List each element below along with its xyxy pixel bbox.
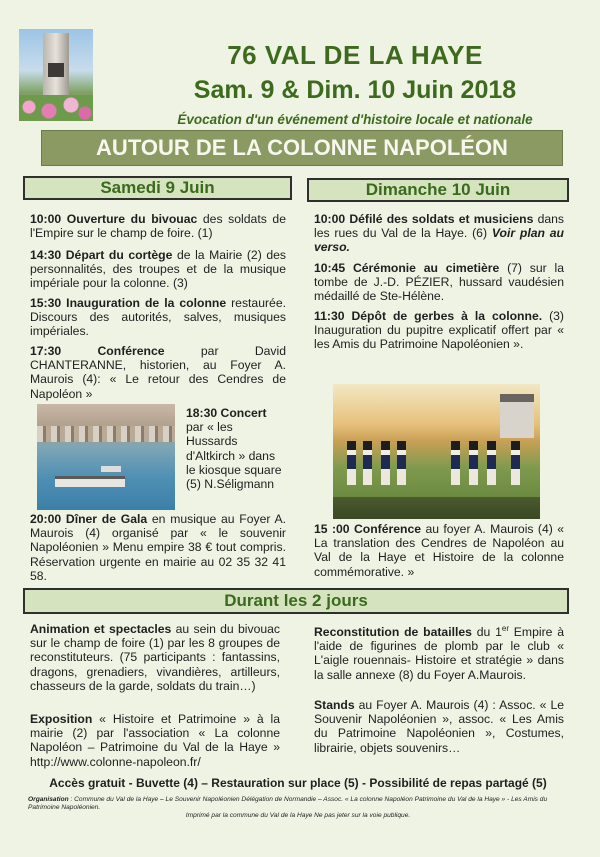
event-sat-1530	[30, 296, 286, 339]
event-head: 17:30 Conférence	[30, 344, 165, 358]
event-text: Empire à l'aide de figurines de plomb par le club « L'aigle rouennais- Histoire et stratégie » dans la salle annexe (8) du Foyer A.Maurois.	[314, 625, 564, 682]
event-dates: Sam. 9 & Dim. 10 Juin 2018	[193, 76, 517, 104]
heading-deux-jours: Durant les 2 jours	[23, 588, 569, 614]
event-head: 20:00 Dîner de Gala	[30, 512, 148, 526]
event-head: 10:00 Ouverture du bivouac	[30, 212, 198, 226]
access-info: Accès gratuit - Buvette (4) – Restauration sur place (5) - Possibilité de repas partagé (5)	[49, 776, 547, 790]
colonne-photo	[19, 29, 93, 121]
event-sat-1430	[30, 248, 286, 291]
soldiers-photo	[333, 384, 540, 519]
reconstitution-block	[314, 622, 564, 682]
event-head: Animation et spectacles	[30, 622, 172, 636]
soldier	[397, 441, 406, 485]
event-sun-1130	[314, 309, 564, 352]
event-head: 15 :00 Conférence	[314, 522, 422, 536]
crowd	[333, 497, 540, 519]
event-sun-1000	[314, 212, 564, 255]
event-sun-1500	[314, 522, 564, 579]
event-sat-1830	[186, 406, 286, 491]
event-head: 11:30 Dépôt de gerbes à la colonne.	[314, 309, 543, 323]
event-note: Voir plan au verso.	[314, 226, 564, 255]
soldier	[469, 441, 478, 485]
event-head: 18:30 Concert	[186, 406, 267, 420]
superscript: er	[501, 624, 509, 633]
event-text: restaurée. Discours des autorités, salves, musiques impériales.	[30, 296, 286, 339]
soldier	[381, 441, 390, 485]
event-text: des soldats de l'Empire sur le champ de foire. (1)	[30, 212, 286, 241]
animation-block	[30, 622, 280, 693]
page-title: 76 VAL DE LA HAYE	[227, 40, 483, 70]
boat-cabin	[101, 466, 121, 472]
event-head: 15:30 Inauguration de la colonne	[30, 296, 227, 310]
town-buildings	[37, 426, 175, 442]
event-text: de la Mairie (2) des personnalités, des troupes et de la musique impériale pour la colonne. (3)	[30, 248, 286, 291]
event-head: 10:00 Défilé des soldats et musiciens	[314, 212, 534, 226]
printed-note: Imprimé par la commune du Val de la Haye Ne pas jeter sur la voie publique.	[185, 812, 411, 820]
event-text: du 1	[471, 625, 502, 640]
house	[500, 394, 534, 438]
event-head: Exposition	[30, 712, 93, 726]
event-text: au Foyer A. Maurois (4) : Assoc. « Le Souvenir Napoléonien », assoc. « Les Amis du Patrimoine Napoléonien », Costumes, librairie, objets souvenirs…	[314, 698, 564, 755]
soldier	[347, 441, 356, 485]
event-text: par « les Hussards d'Altkirch » dans le kiosque square (5) N.Séligmann	[186, 420, 282, 492]
title-banner: AUTOUR DE LA COLONNE NAPOLÉON	[41, 130, 563, 166]
colonne-plaque	[48, 63, 64, 77]
event-text: en musique au Foyer A. Maurois (4) organisé par « le souvenir Napoléonien » Menu empire 38 € tout compris. Réservation urgente en mairie au 02 35 32 41 58.	[30, 512, 286, 583]
event-sat-2000	[30, 512, 286, 583]
soldier	[451, 441, 460, 485]
event-text: (3) Inauguration du pupitre explicatif offert par « les Amis du Patrimoine Napoléonien ».	[314, 309, 564, 352]
event-text: par David CHANTERANNE, historien, au Foyer A. Maurois (4): « Le retour des Cendres de Napoléon »	[30, 344, 287, 401]
event-head: Stands	[314, 698, 355, 712]
organisation-note	[28, 796, 568, 821]
event-head: Reconstitution de batailles	[314, 625, 472, 640]
event-text: au foyer A. Maurois (4) « La translation des Cendres de Napoléon au Val de la Haye et Histoire de la colonne commémorative. »	[314, 522, 564, 579]
event-sat-1730	[30, 344, 286, 401]
event-text: au sein du bivouac sur le champ de foire (1) par les 8 groupes de reconstituteurs. (75 participants : fantassins, dragons, grenadiers, vivandières, artilleurs, chasseurs de la garde, soldats du train…)	[30, 622, 280, 693]
event-text: (7) sur la tombe de J.-D. PÉZIER, hussard vaudésien médaillé de Ste-Hélène.	[314, 261, 564, 304]
heading-dimanche: Dimanche 10 Juin	[307, 178, 569, 202]
event-head: 10:45 Cérémonie au cimetière	[314, 261, 500, 275]
event-sun-1045	[314, 261, 564, 304]
org-text: : Commune du Val de la Haye – Le Souvenir Napoléonien Délégation de Normandie – Assoc. « La colonne Napoléon Patrimoine du Val de la Haye » - Les Amis du Patrimoine Napoléonien.	[28, 796, 548, 812]
boat	[55, 476, 125, 487]
event-text: dans les rues du Val de la Haye. (6)	[314, 212, 564, 241]
event-head: 14:30 Départ du cortège	[30, 248, 173, 262]
flowers	[19, 95, 93, 121]
org-label: Organisation	[28, 796, 69, 803]
soldier	[511, 441, 520, 485]
event-text: « Histoire et Patrimoine » à la mairie (2) par l'association « La colonne Napoléon – Patrimoine du Val de la Haye » http://www.colonne-napoleon.fr/	[30, 712, 280, 769]
soldier	[363, 441, 372, 485]
soldier	[487, 441, 496, 485]
page-subtitle: Évocation d'un événement d'histoire locale et nationale	[177, 112, 533, 127]
heading-samedi: Samedi 9 Juin	[23, 176, 292, 200]
exposition-block	[30, 712, 280, 769]
port-photo	[37, 404, 175, 510]
stands-block	[314, 698, 564, 755]
event-sat-1000	[30, 212, 286, 240]
